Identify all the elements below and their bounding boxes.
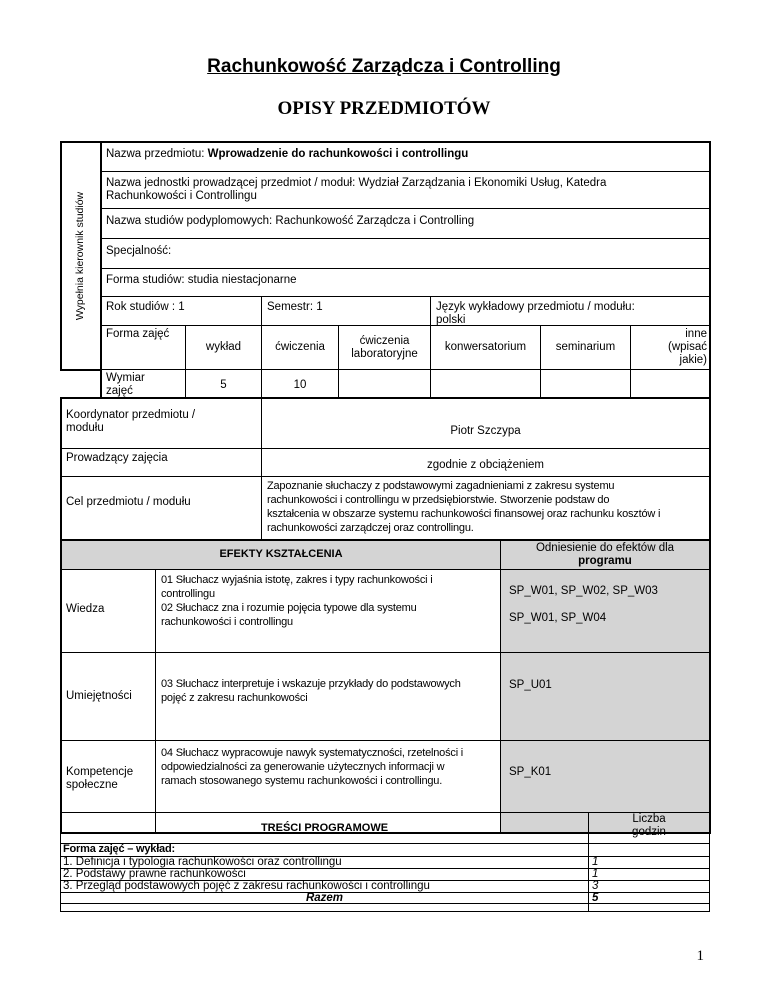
program-row: 3. Przegląd podstawowych pojęć z zakresu rachunkowości i controllingu — [63, 880, 430, 892]
document-title: Rachunkowość Zarządcza i Controlling — [207, 56, 561, 77]
specialty: Specjalność: — [106, 245, 172, 257]
program-row: 2. Podstawy prawne rachunkowości — [63, 868, 246, 880]
goal-text: Zapoznanie słuchaczy z podstawowymi zagadnieniami z zakresu systemu rachunkowości i controllingu w przedsiębiorstwie. Stworzenie podstaw do kształcenia w obszarze systemu rachunkowości finansowej oraz rachunku kosztów i rachunkowości zarządczej oraz controllingu. — [267, 480, 661, 534]
form-other: inne (wpisać jakie) — [668, 328, 707, 366]
program-form-label: Forma zajęć – wykład: — [63, 843, 175, 855]
effects-ref-header: Odniesienie do efektów dla programu — [535, 542, 675, 567]
semester: Semestr: 1 — [267, 301, 323, 313]
instructors-value: zgodnie z obciążeniem — [427, 459, 544, 471]
hours-lecture: 5 — [220, 379, 227, 391]
knowledge-ref-1: SP_W01, SP_W02, SP_W03 — [509, 585, 658, 597]
competences-effects: 04 Słuchacz wypracowuje nawyk systematyczności, rzetelności i odpowiedzialności za generowanie użytecznych informacji w ramach stosowanego systemu rachunkowości i controllingu. — [161, 747, 464, 787]
program-hours-header: Liczba godzin — [632, 813, 666, 838]
skills-ref: SP_U01 — [509, 679, 552, 691]
form-lecture: wykład — [205, 341, 242, 353]
program-row-hours: 1 — [592, 868, 599, 880]
language: Język wykładowy przedmiotu / modułu: polski — [436, 301, 635, 326]
border-left — [60, 141, 62, 369]
effects-header: EFEKTY KSZTAŁCENIA — [219, 548, 343, 560]
page-number: 1 — [696, 948, 704, 964]
side-label: Wypełnia kierownik studiów — [74, 191, 87, 320]
study-form: Forma studiów: studia niestacjonarne — [106, 274, 297, 286]
border-side-divider — [100, 141, 102, 398]
course-name: Nazwa przedmiotu: Wprowadzenie do rachunkowości i controllingu — [106, 148, 469, 160]
program-header: TREŚCI PROGRAMOWE — [260, 822, 389, 834]
study-year: Rok studiów : 1 — [106, 301, 185, 313]
hours-exercises: 10 — [293, 379, 307, 391]
competences-label: Kompetencje społeczne — [66, 766, 134, 791]
knowledge-effects: 01 Słuchacz wyjaśnia istotę, zakres i typy rachunkowości i controllingu 02 Słuchacz zna i rozumie pojęcia typowe dla systemu rachunkowości i controllingu — [161, 574, 433, 628]
program-total-hours: 5 — [592, 892, 599, 904]
document-subtitle: OPISY PRZEDMIOTÓW — [277, 98, 491, 119]
knowledge-ref-2: SP_W01, SP_W04 — [509, 612, 607, 624]
skills-label: Umiejętności — [66, 690, 132, 702]
coordinator-label: Koordynator przedmiotu / modułu — [66, 409, 196, 434]
hours-label: Wymiar zajęć — [106, 372, 145, 397]
knowledge-label: Wiedza — [66, 603, 105, 615]
instructors-label: Prowadzący zajęcia — [66, 452, 168, 464]
form-seminar: seminarium — [555, 341, 616, 353]
program-row: 1. Definicja i typologia rachunkowości oraz controllingu — [63, 856, 342, 868]
form-lab: ćwiczenia laboratoryjne — [351, 335, 418, 360]
form-conversation: konwersatorium — [444, 341, 527, 353]
skills-effects: 03 Słuchacz interpretuje i wskazuje przykłady do podstawowych pojęć z zakresu rachunkowości — [161, 678, 461, 704]
goal-label: Cel przedmiotu / modułu — [66, 496, 191, 508]
unit-name: Nazwa jednostki prowadzącej przedmiot / moduł: Wydział Zarządzania i Ekonomiki Usług, Katedra Rachunkowości i Controllingu — [106, 177, 607, 202]
coordinator-value: Piotr Szczypa — [450, 425, 521, 437]
competences-ref: SP_K01 — [509, 766, 552, 778]
border-top — [60, 141, 711, 143]
postgrad-name: Nazwa studiów podyplomowych: Rachunkowość Zarządcza i Controlling — [106, 215, 475, 227]
program-total-label: Razem — [305, 892, 344, 904]
program-row-hours: 1 — [592, 856, 599, 868]
form-exercises: ćwiczenia — [275, 341, 325, 353]
program-row-hours: 3 — [592, 880, 599, 892]
border-right — [709, 141, 711, 398]
forms-label: Forma zajęć — [106, 328, 170, 340]
